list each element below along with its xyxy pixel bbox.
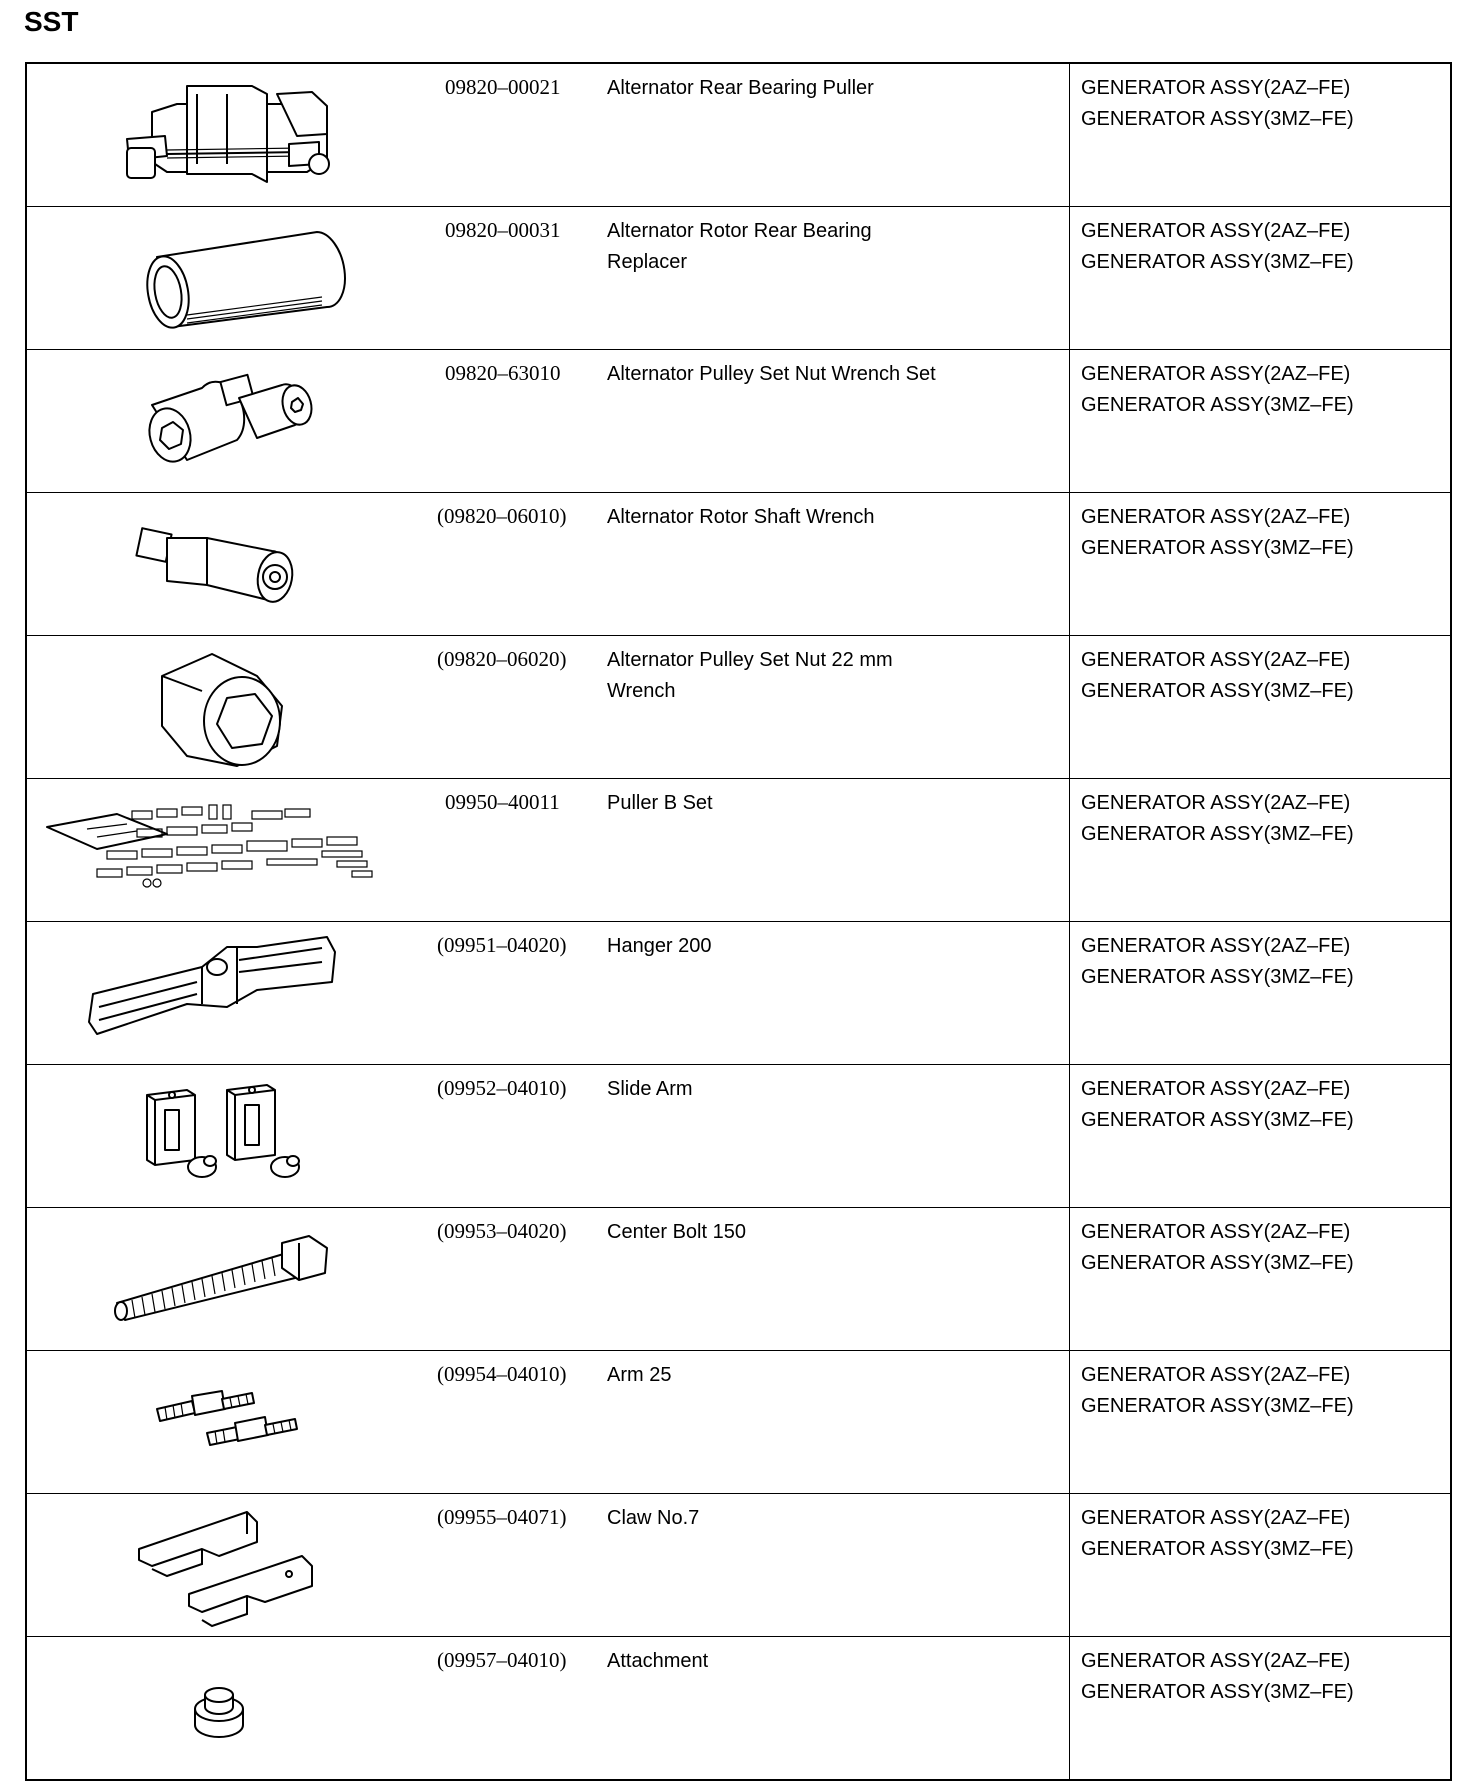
tool-image-cell xyxy=(26,1351,427,1494)
usage-item: GENERATOR ASSY(2AZ–FE) xyxy=(1081,935,1351,957)
page-title: SST xyxy=(24,6,79,37)
wrench-set-icon xyxy=(27,350,427,492)
attachment-icon xyxy=(27,1637,427,1779)
usage-item: GENERATOR ASSY(2AZ–FE) xyxy=(1081,792,1351,814)
usage-item: GENERATOR ASSY(2AZ–FE) xyxy=(1081,1078,1351,1100)
usage-item: GENERATOR ASSY(2AZ–FE) xyxy=(1081,1364,1351,1386)
part-number: (09952–04010) xyxy=(437,1076,567,1100)
table-row xyxy=(26,1065,1451,1208)
usage-item: GENERATOR ASSY(2AZ–FE) xyxy=(1081,506,1351,528)
tool-image-cell xyxy=(26,63,427,207)
table-row xyxy=(26,1208,1451,1351)
hanger-icon xyxy=(27,922,427,1064)
tool-name: Center Bolt 150 xyxy=(607,1221,746,1243)
usage-item: GENERATOR ASSY(2AZ–FE) xyxy=(1081,1650,1351,1672)
socket-wrench-icon xyxy=(27,636,427,778)
slide-arm-icon xyxy=(27,1065,427,1207)
center-bolt-icon xyxy=(27,1208,427,1350)
tool-image-cell xyxy=(26,1065,427,1208)
table-row xyxy=(26,922,1451,1065)
tool-name: Puller B Set xyxy=(607,792,713,814)
puller-set-icon xyxy=(27,779,427,921)
tool-name: Slide Arm xyxy=(607,1078,693,1100)
usage-item: GENERATOR ASSY(3MZ–FE) xyxy=(1081,966,1354,988)
tool-image-cell xyxy=(26,1208,427,1351)
part-number: 09820–00031 xyxy=(445,218,561,242)
usage-item: GENERATOR ASSY(2AZ–FE) xyxy=(1081,363,1351,385)
usage-item: GENERATOR ASSY(3MZ–FE) xyxy=(1081,108,1354,130)
part-number: (09957–04010) xyxy=(437,1648,567,1672)
table-row xyxy=(26,1494,1451,1637)
part-number: (09955–04071) xyxy=(437,1505,567,1529)
part-number: 09820–00021 xyxy=(445,75,561,99)
usage-item: GENERATOR ASSY(3MZ–FE) xyxy=(1081,1681,1354,1703)
part-number: (09820–06020) xyxy=(437,647,567,671)
bearing-replacer-icon xyxy=(27,207,427,349)
usage-item: GENERATOR ASSY(2AZ–FE) xyxy=(1081,1221,1351,1243)
usage-item: GENERATOR ASSY(2AZ–FE) xyxy=(1081,649,1351,671)
tool-name: Alternator Rotor Shaft Wrench xyxy=(607,506,875,528)
table-row xyxy=(26,493,1451,636)
part-number: (09820–06010) xyxy=(437,504,567,528)
table-row xyxy=(26,636,1451,779)
shaft-wrench-icon xyxy=(27,493,427,635)
table-row xyxy=(26,350,1451,493)
tool-image-cell xyxy=(26,1637,427,1781)
usage-item: GENERATOR ASSY(2AZ–FE) xyxy=(1081,220,1351,242)
usage-item: GENERATOR ASSY(3MZ–FE) xyxy=(1081,1395,1354,1417)
bearing-puller-icon xyxy=(27,64,427,206)
tool-name: Hanger 200 xyxy=(607,935,712,957)
usage-item: GENERATOR ASSY(3MZ–FE) xyxy=(1081,1109,1354,1131)
part-number: (09954–04010) xyxy=(437,1362,567,1386)
tool-image-cell xyxy=(26,350,427,493)
tool-name: Alternator Pulley Set Nut 22 mm Wrench xyxy=(607,649,893,702)
usage-item: GENERATOR ASSY(3MZ–FE) xyxy=(1081,251,1354,273)
part-number: (09951–04020) xyxy=(437,933,567,957)
tool-image-cell xyxy=(26,779,427,922)
usage-item: GENERATOR ASSY(3MZ–FE) xyxy=(1081,1538,1354,1560)
usage-item: GENERATOR ASSY(2AZ–FE) xyxy=(1081,1507,1351,1529)
table-row xyxy=(26,1637,1451,1781)
tool-image-cell xyxy=(26,207,427,350)
table-row xyxy=(26,1351,1451,1494)
claw-icon xyxy=(27,1494,427,1636)
usage-item: GENERATOR ASSY(3MZ–FE) xyxy=(1081,823,1354,845)
table-row xyxy=(26,63,1451,207)
usage-item: GENERATOR ASSY(3MZ–FE) xyxy=(1081,680,1354,702)
tool-name: Arm 25 xyxy=(607,1364,672,1386)
usage-item: GENERATOR ASSY(2AZ–FE) xyxy=(1081,77,1351,99)
usage-item: GENERATOR ASSY(3MZ–FE) xyxy=(1081,537,1354,559)
tool-image-cell xyxy=(26,922,427,1065)
table-row xyxy=(26,779,1451,922)
arm-icon xyxy=(27,1351,427,1493)
usage-item: GENERATOR ASSY(3MZ–FE) xyxy=(1081,394,1354,416)
tool-name: Claw No.7 xyxy=(607,1507,700,1529)
part-number: 09950–40011 xyxy=(445,790,560,814)
usage-item: GENERATOR ASSY(3MZ–FE) xyxy=(1081,1252,1354,1274)
tool-name: Alternator Pulley Set Nut Wrench Set xyxy=(607,363,936,385)
tool-name: Attachment xyxy=(607,1650,709,1672)
sst-table xyxy=(25,62,1452,1781)
part-number: (09953–04020) xyxy=(437,1219,567,1243)
tool-image-cell xyxy=(26,636,427,779)
tool-name: Alternator Rear Bearing Puller xyxy=(607,77,874,99)
tool-image-cell xyxy=(26,493,427,636)
table-row xyxy=(26,207,1451,350)
tool-image-cell xyxy=(26,1494,427,1637)
tool-name: Alternator Rotor Rear Bearing Replacer xyxy=(607,220,872,273)
part-number: 09820–63010 xyxy=(445,361,561,385)
